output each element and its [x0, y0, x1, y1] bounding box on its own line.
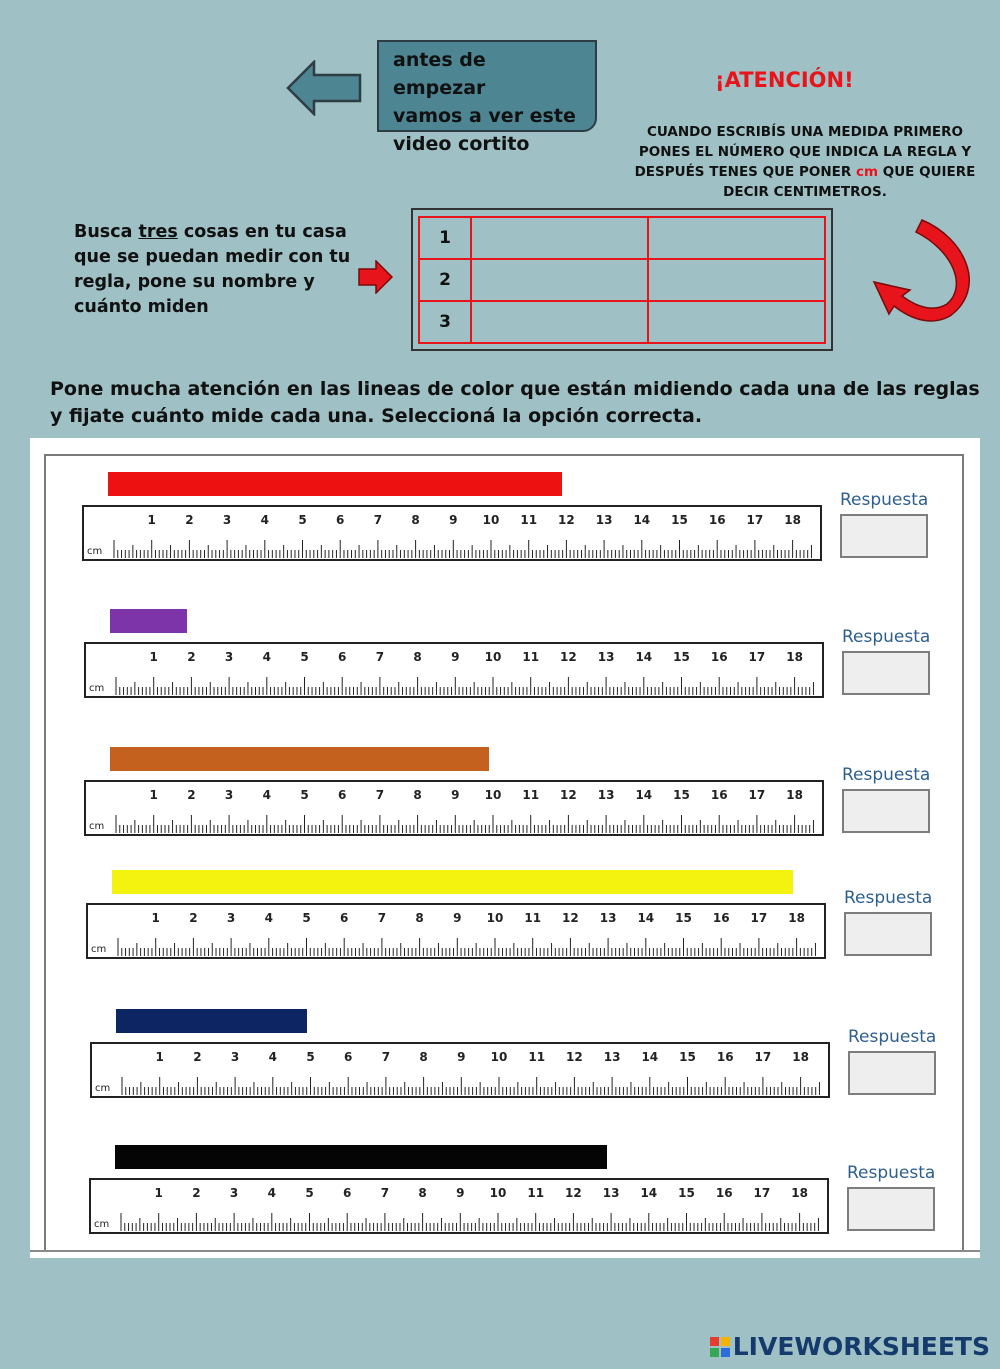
- ruler-number: 3: [229, 1186, 239, 1200]
- ruler-number: 18: [786, 650, 803, 664]
- ruler-number: 3: [226, 911, 236, 925]
- ruler-number: 3: [224, 650, 234, 664]
- table-row: [419, 301, 825, 343]
- ruler: [82, 505, 822, 561]
- ruler-number: 13: [597, 650, 615, 664]
- ruler-number: 12: [562, 911, 579, 925]
- ruler-number: 4: [267, 1186, 276, 1200]
- measurement-table-frame: [411, 208, 833, 351]
- ruler-number: 18: [786, 788, 803, 802]
- ruler-number: 7: [381, 1050, 391, 1064]
- ruler-number: 2: [185, 513, 194, 527]
- ruler-number: 13: [602, 1186, 620, 1200]
- ruler: [86, 903, 826, 959]
- ruler-number: 1: [151, 911, 160, 925]
- ruler-number: 16: [710, 650, 728, 664]
- attention-title: ¡ATENCIÓN!: [715, 68, 854, 92]
- ruler-unit-label: cm: [95, 1083, 111, 1094]
- answer-input[interactable]: [848, 1051, 936, 1095]
- ruler-number: 5: [305, 1186, 314, 1200]
- ruler-number: 13: [599, 911, 617, 925]
- ruler-number: 10: [484, 788, 502, 802]
- ruler-number: 11: [528, 1050, 546, 1064]
- ruler-number: 15: [671, 513, 688, 527]
- ruler-number: 7: [375, 788, 385, 802]
- ruler-number: 11: [520, 513, 538, 527]
- answer-label: Respuesta: [848, 1027, 937, 1047]
- ruler-number: 1: [147, 513, 156, 527]
- ruler-unit-label: cm: [89, 821, 105, 832]
- table-row: [419, 259, 825, 301]
- ruler-number: 15: [679, 1050, 696, 1064]
- ruler-number: 17: [746, 513, 764, 527]
- ruler-scale: [84, 507, 820, 559]
- measure-cell[interactable]: [648, 301, 825, 343]
- object-name-cell[interactable]: [471, 217, 648, 259]
- ruler-number: 16: [710, 788, 728, 802]
- ruler-number: 1: [154, 1186, 163, 1200]
- ruler-number: 4: [260, 513, 269, 527]
- ruler-number: 6: [344, 1050, 353, 1064]
- ruler-number: 13: [595, 513, 613, 527]
- task-text-underlined: tres: [138, 222, 178, 242]
- ruler-number: 3: [222, 513, 232, 527]
- ruler-number: 5: [300, 788, 309, 802]
- answer-label: Respuesta: [840, 490, 929, 510]
- left-arrow-icon: [286, 60, 364, 116]
- ruler-number: 5: [302, 911, 311, 925]
- ruler-number: 6: [340, 911, 349, 925]
- curved-arrow-icon: [870, 208, 985, 328]
- ruler-unit-label: cm: [91, 944, 107, 955]
- ruler-number: 5: [306, 1050, 315, 1064]
- ruler-number: 13: [597, 788, 615, 802]
- ruler-number: 4: [262, 650, 271, 664]
- ruler-number: 9: [453, 911, 462, 925]
- exercise-2: [30, 609, 950, 739]
- ruler-number: 8: [413, 788, 422, 802]
- ruler-number: 4: [264, 911, 273, 925]
- ruler-number: 9: [449, 513, 458, 527]
- task-text: [74, 220, 364, 320]
- ruler-number: 6: [336, 513, 345, 527]
- video-box-line: vamos a ver este: [393, 105, 576, 127]
- ruler: [90, 1042, 830, 1098]
- answer-label: Respuesta: [842, 627, 931, 647]
- ruler-number: 7: [373, 513, 383, 527]
- ruler-number: 3: [224, 788, 234, 802]
- exercise-6: [30, 1145, 950, 1275]
- answer-input[interactable]: [840, 514, 928, 558]
- ruler-number: 11: [522, 650, 540, 664]
- ruler-number: 8: [411, 513, 420, 527]
- attention-text-cm: cm: [855, 164, 879, 180]
- ruler-number: 12: [565, 1186, 582, 1200]
- answer-label: Respuesta: [842, 765, 931, 785]
- ruler-number: 5: [300, 650, 309, 664]
- ruler-number: 6: [338, 788, 347, 802]
- ruler-number: 16: [715, 1186, 733, 1200]
- exercise-4: [30, 870, 950, 1000]
- ruler-number: 16: [716, 1050, 734, 1064]
- answer-label: Respuesta: [847, 1163, 936, 1183]
- ruler-number: 3: [230, 1050, 240, 1064]
- ruler-unit-label: cm: [87, 546, 103, 557]
- ruler-number: 14: [641, 1050, 659, 1064]
- ruler-number: 9: [451, 650, 460, 664]
- task-text-part: cosas en tu casa que se puedan medir con tu regla, pone su nombre y cuánto miden: [74, 222, 351, 317]
- ruler-number: 1: [149, 650, 158, 664]
- ruler-number: 10: [484, 650, 502, 664]
- brand-logo: [709, 1332, 990, 1361]
- brand-name: LIVEWORKSHEETS: [732, 1332, 990, 1361]
- ruler-number: 10: [486, 911, 504, 925]
- ruler-number: 12: [560, 788, 577, 802]
- ruler-number: 2: [189, 911, 198, 925]
- measured-bar: [116, 1009, 307, 1033]
- ruler-scale: [86, 644, 822, 696]
- ruler-unit-label: cm: [89, 683, 105, 694]
- ruler-number: 17: [748, 650, 766, 664]
- ruler-number: 2: [187, 788, 196, 802]
- ruler-number: 4: [268, 1050, 277, 1064]
- measure-cell[interactable]: [648, 259, 825, 301]
- ruler-number: 15: [675, 911, 692, 925]
- liveworksheets-logo-icon: [709, 1336, 731, 1358]
- object-name-cell[interactable]: [471, 259, 648, 301]
- measured-bar: [108, 472, 562, 496]
- worksheet: [30, 438, 980, 1258]
- ruler: [84, 642, 824, 698]
- instructions-text: Pone mucha atención en las lineas de color que están midiendo cada una de las reglas y fijate cuánto mide cada una. Seleccioná la opción correcta.: [50, 378, 980, 427]
- ruler-number: 14: [635, 788, 653, 802]
- video-box-line: antes de empezar: [393, 49, 486, 99]
- ruler-number: 18: [792, 1050, 809, 1064]
- row-number: 1: [419, 217, 471, 259]
- ruler-number: 10: [490, 1050, 508, 1064]
- ruler-number: 2: [187, 650, 196, 664]
- ruler-number: 14: [640, 1186, 658, 1200]
- ruler-number: 17: [748, 788, 766, 802]
- answer-label: Respuesta: [844, 888, 933, 908]
- ruler-number: 1: [149, 788, 158, 802]
- video-link-button[interactable]: [377, 40, 597, 155]
- ruler-number: 14: [633, 513, 651, 527]
- ruler-number: 11: [522, 788, 540, 802]
- ruler-scale: [88, 905, 824, 957]
- ruler-number: 18: [784, 513, 801, 527]
- answer-input[interactable]: [844, 912, 932, 956]
- ruler-number: 10: [489, 1186, 507, 1200]
- ruler-number: 15: [673, 788, 690, 802]
- answer-input[interactable]: [842, 651, 930, 695]
- measured-bar: [110, 609, 187, 633]
- ruler-number: 7: [377, 911, 387, 925]
- attention-text: [620, 122, 990, 202]
- ruler-number: 8: [419, 1050, 428, 1064]
- table-row: [419, 217, 825, 259]
- answer-input[interactable]: [842, 789, 930, 833]
- ruler-unit-label: cm: [94, 1219, 110, 1230]
- answer-input[interactable]: [847, 1187, 935, 1231]
- ruler-scale: [86, 782, 822, 834]
- ruler-number: 8: [413, 650, 422, 664]
- ruler-number: 2: [193, 1050, 202, 1064]
- ruler-number: 16: [708, 513, 726, 527]
- object-name-cell[interactable]: [471, 301, 648, 343]
- measured-bar: [112, 870, 793, 894]
- video-box-line: video cortito: [393, 133, 530, 155]
- measured-bar: [115, 1145, 607, 1169]
- attention-text-part: QUE QUIERE DECIR CENTIMETROS.: [723, 164, 976, 200]
- ruler-scale: [91, 1180, 827, 1232]
- ruler-number: 15: [673, 650, 690, 664]
- exercise-1: [30, 472, 950, 602]
- measurement-table: [418, 216, 826, 344]
- ruler-number: 2: [192, 1186, 201, 1200]
- measured-bar: [110, 747, 489, 771]
- ruler-number: 14: [637, 911, 655, 925]
- ruler-number: 18: [788, 911, 805, 925]
- ruler-number: 18: [791, 1186, 808, 1200]
- ruler-number: 9: [456, 1186, 465, 1200]
- ruler-number: 5: [298, 513, 307, 527]
- exercise-3: [30, 747, 950, 877]
- ruler-scale: [92, 1044, 828, 1096]
- ruler-number: 17: [750, 911, 768, 925]
- task-text-part: Busca: [74, 222, 139, 242]
- ruler-number: 12: [560, 650, 577, 664]
- row-number: 2: [419, 259, 471, 301]
- ruler-number: 16: [712, 911, 730, 925]
- ruler-number: 11: [524, 911, 542, 925]
- ruler-number: 10: [482, 513, 500, 527]
- right-arrow-icon: [358, 260, 394, 294]
- measure-cell[interactable]: [648, 217, 825, 259]
- ruler-number: 8: [418, 1186, 427, 1200]
- row-number: 3: [419, 301, 471, 343]
- ruler: [89, 1178, 829, 1234]
- ruler-number: 9: [457, 1050, 466, 1064]
- ruler-number: 14: [635, 650, 653, 664]
- ruler-number: 12: [558, 513, 575, 527]
- ruler-number: 17: [753, 1186, 771, 1200]
- ruler-number: 11: [527, 1186, 545, 1200]
- ruler-number: 13: [603, 1050, 621, 1064]
- ruler: [84, 780, 824, 836]
- ruler-number: 6: [338, 650, 347, 664]
- ruler-number: 8: [415, 911, 424, 925]
- ruler-number: 1: [155, 1050, 164, 1064]
- ruler-number: 6: [343, 1186, 352, 1200]
- ruler-number: 7: [380, 1186, 390, 1200]
- attention-text-part: CUANDO ESCRIBÍS UNA MEDIDA PRIMERO PONES EL NÚMERO QUE INDICA LA REGLA Y DESPUÉS TENES QUE PONER: [634, 124, 972, 180]
- ruler-number: 7: [375, 650, 385, 664]
- ruler-number: 12: [566, 1050, 583, 1064]
- exercise-5: [30, 1009, 950, 1139]
- ruler-number: 4: [262, 788, 271, 802]
- ruler-number: 15: [678, 1186, 695, 1200]
- ruler-number: 9: [451, 788, 460, 802]
- ruler-number: 17: [754, 1050, 772, 1064]
